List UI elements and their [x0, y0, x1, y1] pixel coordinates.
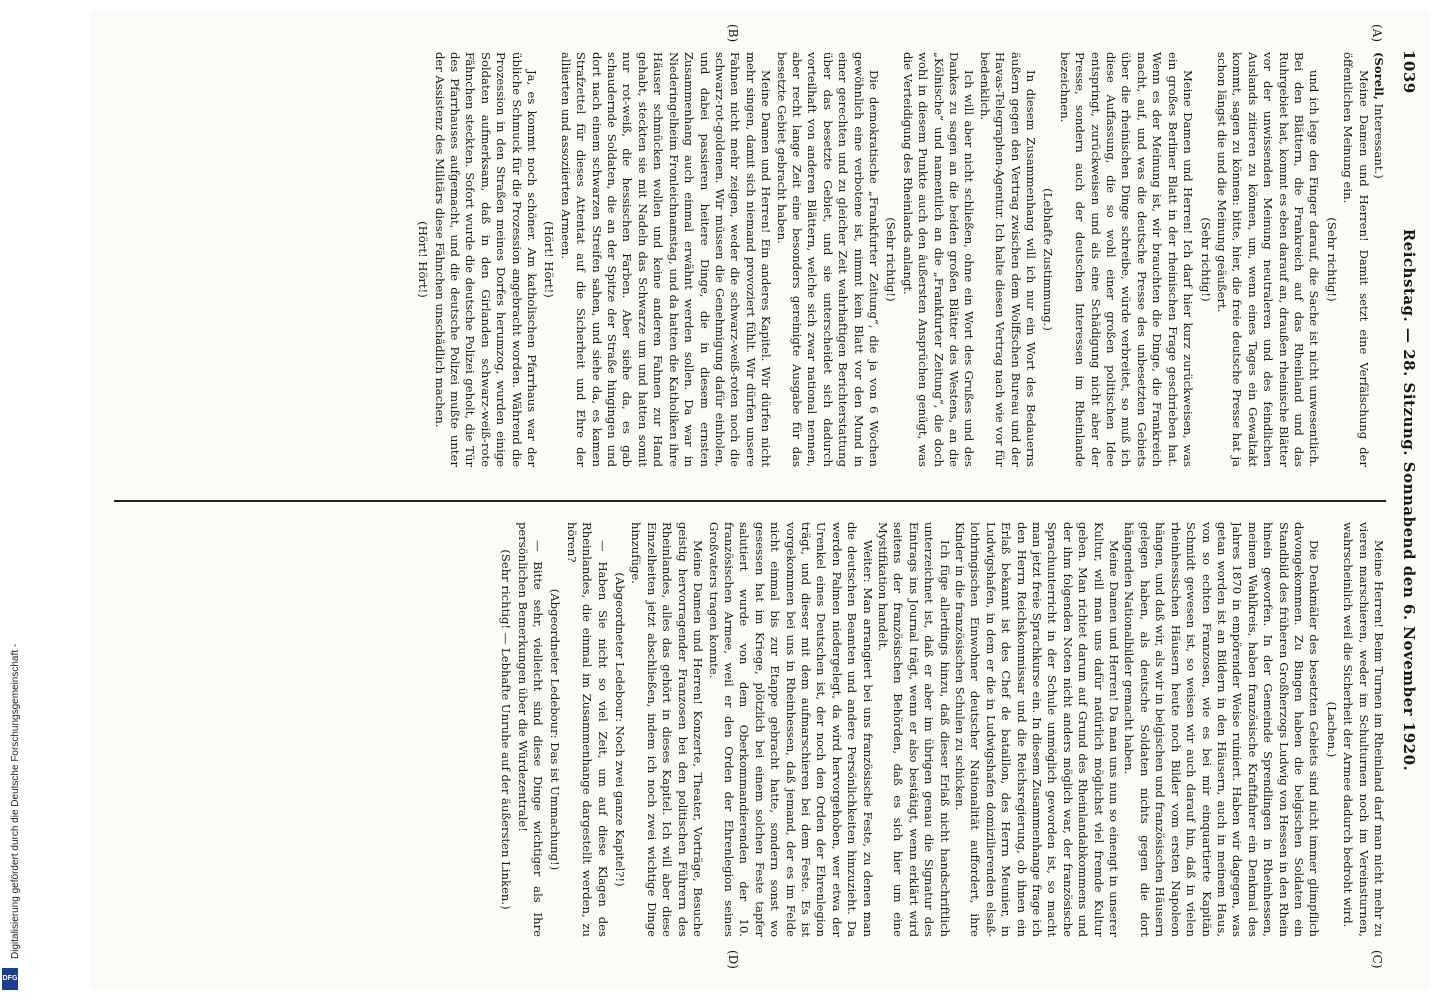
right-column	[110, 522, 1386, 937]
remark: (Sehr richtig! — Lebhafte Unruhe auf der äußersten Linken.)	[499, 549, 514, 910]
remark: (Hört! Hört!)	[416, 221, 431, 298]
paragraph: Meine Damen und Herren! Konzerte, Theater, Vorträge, Besuche geistig hervorragender Franzosen bei den politischen Führern des Rheinlandes, alles das gehört in dieses Kapitel. Ich will aber diese Einzelheiten jetzt abschließen, indem ich noch zwei wichtige Dinge hinzufüge.	[629, 522, 706, 937]
paragraph-text: Interessant.)	[1372, 99, 1386, 179]
footnote-strip	[0, 0, 88, 1000]
remark: (Abgeordneter Ledebour: Noch zwei ganze Kapitel?!)	[613, 572, 628, 887]
remark: (Lebhafte Zustimmung.)	[1041, 188, 1056, 331]
remark: (Sehr richtig!)	[884, 217, 899, 302]
margin-mark-b: (B)	[726, 24, 740, 43]
paragraph: Die Denkmäler des besetzten Gebiets sind nicht immer glimpflich davongekommen. Zu Bingen haben die belgischen Soldaten ein Standbild des früheren Großherzogs Ludwig von Hessen in den Rhein hinein geworfen. In der Gemeinde Sprendlingen in Rheinhessen, meinem Wahlkreis, haben französische Kraftfahrer ein Denkmal des Jahres 1870 in empörender Weise ruiniert. Haben wir dagegen, was getan worden ist an Bildern in den Häusern, auch in meinem Haus, von so echten Franzosen, wie es bei mir einquartierte Kapitän Schmidt gewesen ist, so weisen wir auch darauf hin, daß in vielen rheinhessischen Häusern heute noch Bilder vom ersten Napoleon hängen, und daß wir, als wir in belgischen und französischen Häusern gelegen haben, als deutsche Soldaten nichts gegen die dort hängenden Nationalbilder gemacht haben.	[1122, 522, 1322, 937]
paragraph: Meine Damen und Herren! Ich darf hier kurz zurückweisen, was ein großes Berliner Blatt in der rheinischen Frage geschrieben hat. Wenn es der Meinung ist, wir brauchten die Dinge, die Frankreich macht, auf, und was die deutsche Presse des unbesetzten Gebiets über die rheinischen Dinge schreibe, würde verbreitet, so muß ich diese Auffassung, die so wohl einer großen politischen Idee entspringt, zurückweisen und als eine Schädigung nicht aber der Presse, sondern auch der deutschen Interessen im Rheinlande bezeichnen.	[1057, 52, 1196, 467]
speaker-name: (Sorell,	[1372, 52, 1386, 100]
digitization-footnote: Digitalisierung gefördert durch die Deutsche Forschungsgemeinschaft -	[10, 643, 21, 959]
paragraph: Meine Damen und Herren! Damit setzt eine Verfälschung der öffentlichen Meinung ein.	[1341, 52, 1371, 467]
page-header	[1394, 50, 1420, 950]
margin-mark-d: (D)	[726, 950, 740, 969]
paragraph: und ich lege den Finger darauf, die Sache ist nicht unwesentlich. Bei den Blättern, die Frankreich auf das Rheinland und das Ruhrgebiet hat, kommt es eben darauf an, draußen rheinische Blätter vor der unwissenden Meinung neutraleren und des feindlichen Auslands zitieren zu können, um, wenn eines Tages ein Gewaltakt kommt, sagen zu können: bitte, hier, die freie deutsche Presse hat ja schon längst die und die Meinung geäußert.	[1214, 52, 1322, 467]
margin-mark-a: (A)	[1370, 24, 1384, 43]
scanned-page	[90, 10, 1430, 990]
paragraph	[1371, 52, 1386, 467]
page-number: 1039	[1400, 50, 1418, 94]
paragraph: Meine Damen und Herren! Da man uns nun so einengt in unserer Kultur, will man uns dafür natürlich möglichst viel fremde Kultur geben. Man richtet darum auf Grund des Rheinlandabkommens und der ihm folgenden Noten nicht anders möglich war, der französische Sprachunterricht in der Schule unmöglich geworden ist, so macht man jetzt freie Sprachkurse ein. In diesem Zusammenhange frage ich den Herrn Reichskommissar und die Reichsregierung, ob ihnen ein Erlaß bekannt ist des Chef de bataillon, des Herrn Meunier, in Ludwigshafen, in dem er die in Ludwigshafen domizilierenden elsaß-lothringischen Einwohner deutscher Nationalität auffordert, ihre Kinder in die französischen Schulen zu schicken.	[953, 522, 1122, 937]
remark: (Hört! Hört!)	[542, 221, 557, 298]
paragraph: Die demokratische „Frankfurter Zeitung“, die ja von 6 Wochen gewöhnlich eine verbotene ist, nimmt kein Blatt vor den Mund in einer gerechten und zu gleicher Zeit wahrhaftigen Berichterstattung über das besetzte Gebiet, und sie unterscheidet sich dadurch vorteilhaft von anderen Blättern, welche sich zwar national nennen, aber recht lange Zeit eine besonders gereinigte Ausgabe für das besetzte Gebiet gebracht haben.	[774, 52, 881, 467]
paragraph: Ja, es kommt noch schöner. Am katholischen Pfarrhaus war der übliche Schmuck für die Prozession angebracht worden. Während die Prozession in den Straßen meines Dorfes herumzog, wurden einige Soldaten aufmerksam, daß in den Girlanden schwarz-weiß-rote Fähnchen steckten. Sofort wurde die deutsche Polizei geholt, die Tür des Pfarrhauses aufgemacht, und die deutsche Polizei mußte unter der Assistenz des Militärs diese Fähnchen unschädlich machen.	[432, 52, 540, 467]
paragraph: Ich will aber nicht schließen, ohne ein Wort des Grußes und des Dankes zu sagen an die beiden großen Blätter des Westens, an die „Kölnische“ und namentlich an die „Frankfurter Zeitung“, die doch wohl in diesem Punkte auch den äußersten Ansprüchen genügt, was die Verteidigung des Rheinlands anlangt.	[900, 52, 977, 467]
paragraph: Meine Herren! Beim Turnen im Rheinland darf man nicht mehr zu vieren marschieren, weder im Schulturnen noch im Vereinsturnen, wahrscheinlich weil die Sicherheit der Armee dadurch bedroht wird.	[1341, 522, 1386, 937]
column-divider	[114, 500, 1386, 502]
remark: (Lachen.)	[1324, 701, 1339, 758]
rotated-page-content	[90, 10, 1430, 990]
margin-mark-c: (C)	[1370, 950, 1384, 969]
remark: (Sehr richtig!)	[1198, 217, 1213, 302]
paragraph: Ich füge allerdings hinzu, daß dieser Erlaß nicht handschriftlich unterzeichnet ist, daß er aber im übrigen genau die Signatur des Eintrags ins Journal trägt, wenn er also bestätigt, wenn erklärt wird seitens der französischen Behörden, daß es sich hier um eine Mystifikation handelt.	[876, 522, 952, 937]
left-column	[110, 52, 1386, 467]
paragraph: In diesem Zusammenhang will ich nur ein Wort des Bedauerns äußern gegen den Vertrag zwischen dem Wolffschen Bureau und der Havas-Telegraphen-Agentur. Ich halte diesen Vertrag nach wie vor für bedenklich.	[977, 52, 1039, 467]
paragraph: — Haben Sie nicht so viel Zeit, um auf diese Klagen des Rheinlandes, die einmal im Zusammenhange dargestellt werden, zu hören?	[564, 522, 610, 937]
dfg-logo: DFG	[2, 968, 18, 990]
page-title: Reichstag. — 28. Sitzung. Sonnabend den 6. November 1920.	[1400, 228, 1418, 772]
remark: (Abgeordneter Ledebour: Das ist Ummachung!)	[548, 588, 563, 871]
paragraph: Meine Damen und Herren! Ein anderes Kapitel. Wir dürfen nicht mehr singen, damit sich niemand provoziert fühlt. Wir dürfen unsere Fahnen nicht mehr zeigen, weder die schwarz-weiß-roten noch die schwarz-rot-goldenen. Wir müssen die Genehmigung dafür einholen, und dabei passieren heitere Dinge, die in diesem ernsten Zusammenhang auch einmal erwähnt werden sollen. Da war in Niederingelheim Fronleichnamstag, und da hatten die Katholiken ihre Häuser schmücken wollen und keine anderen Fahnen zur Hand gehabt, steckten sie mit Nadeln das Schwarze um und hatten somit nur rot-weiß, die hessischen Farben. Aber siehe da, es gab schaudernde Soldaten, die an der Spitze der Straße hingingen und dort nach einem schwarzen Streifen sahen, und siehe da, es kamen Strafzettel für dieses Attentat auf die Sicherheit und Ehre der alliierten und assoziierten Armeen.	[558, 52, 774, 467]
paragraph: Weiter: Man arrangiert bei uns französische Feste, zu denen man die deutschen Beamten und andere Persönlichkeiten hinzuzieht. Da werden Palmen niedergelegt, da wird hervorgehoben, wer etwa der Urenkel eines Deutschen ist, der noch den Orden der Ehrenlegion trägt, und dieser mit dem aufmarschieren bei dem Feste. Es ist vorgekommen bei uns in Rheinhessen, daß jemand, der es im Felde nicht einmal bis zur Etappe gebracht hatte, sondern sonst wo gesessen hat im Kriege, plötzlich bei einem solchen Feste tapfer salutiert wurde von dem Oberkommandierenden der 10. französischen Armee, weil er den Orden der Ehrenlegion seines Großvaters tragen konnte.	[706, 522, 875, 937]
paragraph: — Bitte sehr, vielleicht sind diese Dinge wichtiger als Ihre persönlichen Bemerkungen über die Würdezentrale!	[515, 522, 546, 937]
remark: (Sehr richtig!)	[1324, 217, 1339, 302]
